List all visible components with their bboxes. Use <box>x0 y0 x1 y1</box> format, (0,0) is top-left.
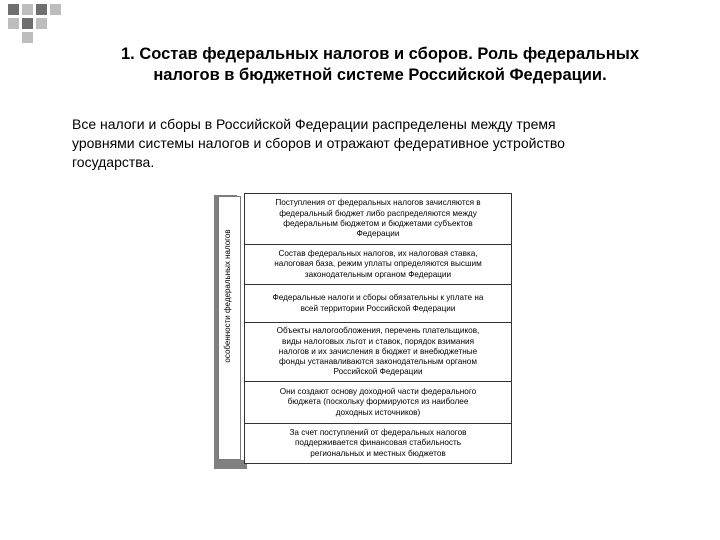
feature-line: Федерации <box>356 229 400 239</box>
feature-cell <box>245 322 511 381</box>
deco-square <box>50 4 61 15</box>
feature-line: поддерживается финансовая стабильность <box>294 438 462 448</box>
deco-square <box>22 18 33 29</box>
intro-line: Все налоги и сборы в Российской Федерации распределены между тремя <box>72 116 556 132</box>
feature-line: За счет поступлений от федеральных налогов <box>289 428 467 438</box>
feature-line: законодательным органом Федерации <box>304 269 452 279</box>
feature-cell <box>245 423 511 463</box>
title-line: налогов в бюджетной системе Российской Федерации. <box>153 66 607 84</box>
feature-line: доходных источников) <box>335 407 421 417</box>
deco-square <box>22 4 33 15</box>
slide-title <box>60 44 700 86</box>
feature-line: Объекты налогообложения, перечень плательщиков, <box>276 326 480 336</box>
decorative-squares <box>8 4 78 44</box>
feature-line: Они создают основу доходной части федерального <box>279 387 477 397</box>
feature-line: всей территории Российской Федерации <box>300 303 456 313</box>
feature-line: федеральный бюджет либо распределяются между <box>279 208 477 218</box>
intro-line: государства. <box>72 154 155 170</box>
feature-line: Российской Федерации <box>333 367 423 377</box>
feature-cell <box>245 194 511 244</box>
intro-paragraph <box>72 115 692 172</box>
title-line: 1. Состав федеральных налогов и сборов. Роль федеральных <box>120 45 640 63</box>
feature-line: виды налоговых льгот и ставок, порядок взимания <box>281 336 475 346</box>
feature-line: налогов и их зачисления в бюджет и внебюджетные <box>278 346 478 356</box>
feature-cell <box>245 284 511 322</box>
diagram-shadow-foot <box>214 460 247 469</box>
feature-line: федеральным бюджетом и бюджетами субъектов <box>283 219 473 228</box>
feature-line: региональных и местных бюджетов <box>310 448 446 458</box>
features-list <box>244 193 512 464</box>
feature-cell <box>245 381 511 423</box>
feature-line: Поступления от федеральных налогов зачисляются в <box>275 198 481 208</box>
feature-cell <box>245 244 511 284</box>
deco-square <box>22 32 33 43</box>
side-label: особенности федеральных налогов <box>223 229 232 363</box>
feature-line: фонды устанавливаются законодательным органом <box>279 357 477 367</box>
deco-square <box>36 4 47 15</box>
intro-line: уровнями системы налогов и сборов и отражают федеративное устройство <box>72 135 565 151</box>
deco-square <box>36 18 47 29</box>
feature-line: налоговая база, режим уплаты определяются высшим <box>274 259 482 269</box>
feature-line: Федеральные налоги и сборы обязательны к уплате на <box>272 293 484 303</box>
deco-square <box>8 4 19 15</box>
feature-line: Состав федеральных налогов, их налоговая ставка, <box>278 249 478 259</box>
feature-line: бюджета (поскольку формируются из наиболее <box>287 397 469 407</box>
deco-square <box>8 18 19 29</box>
